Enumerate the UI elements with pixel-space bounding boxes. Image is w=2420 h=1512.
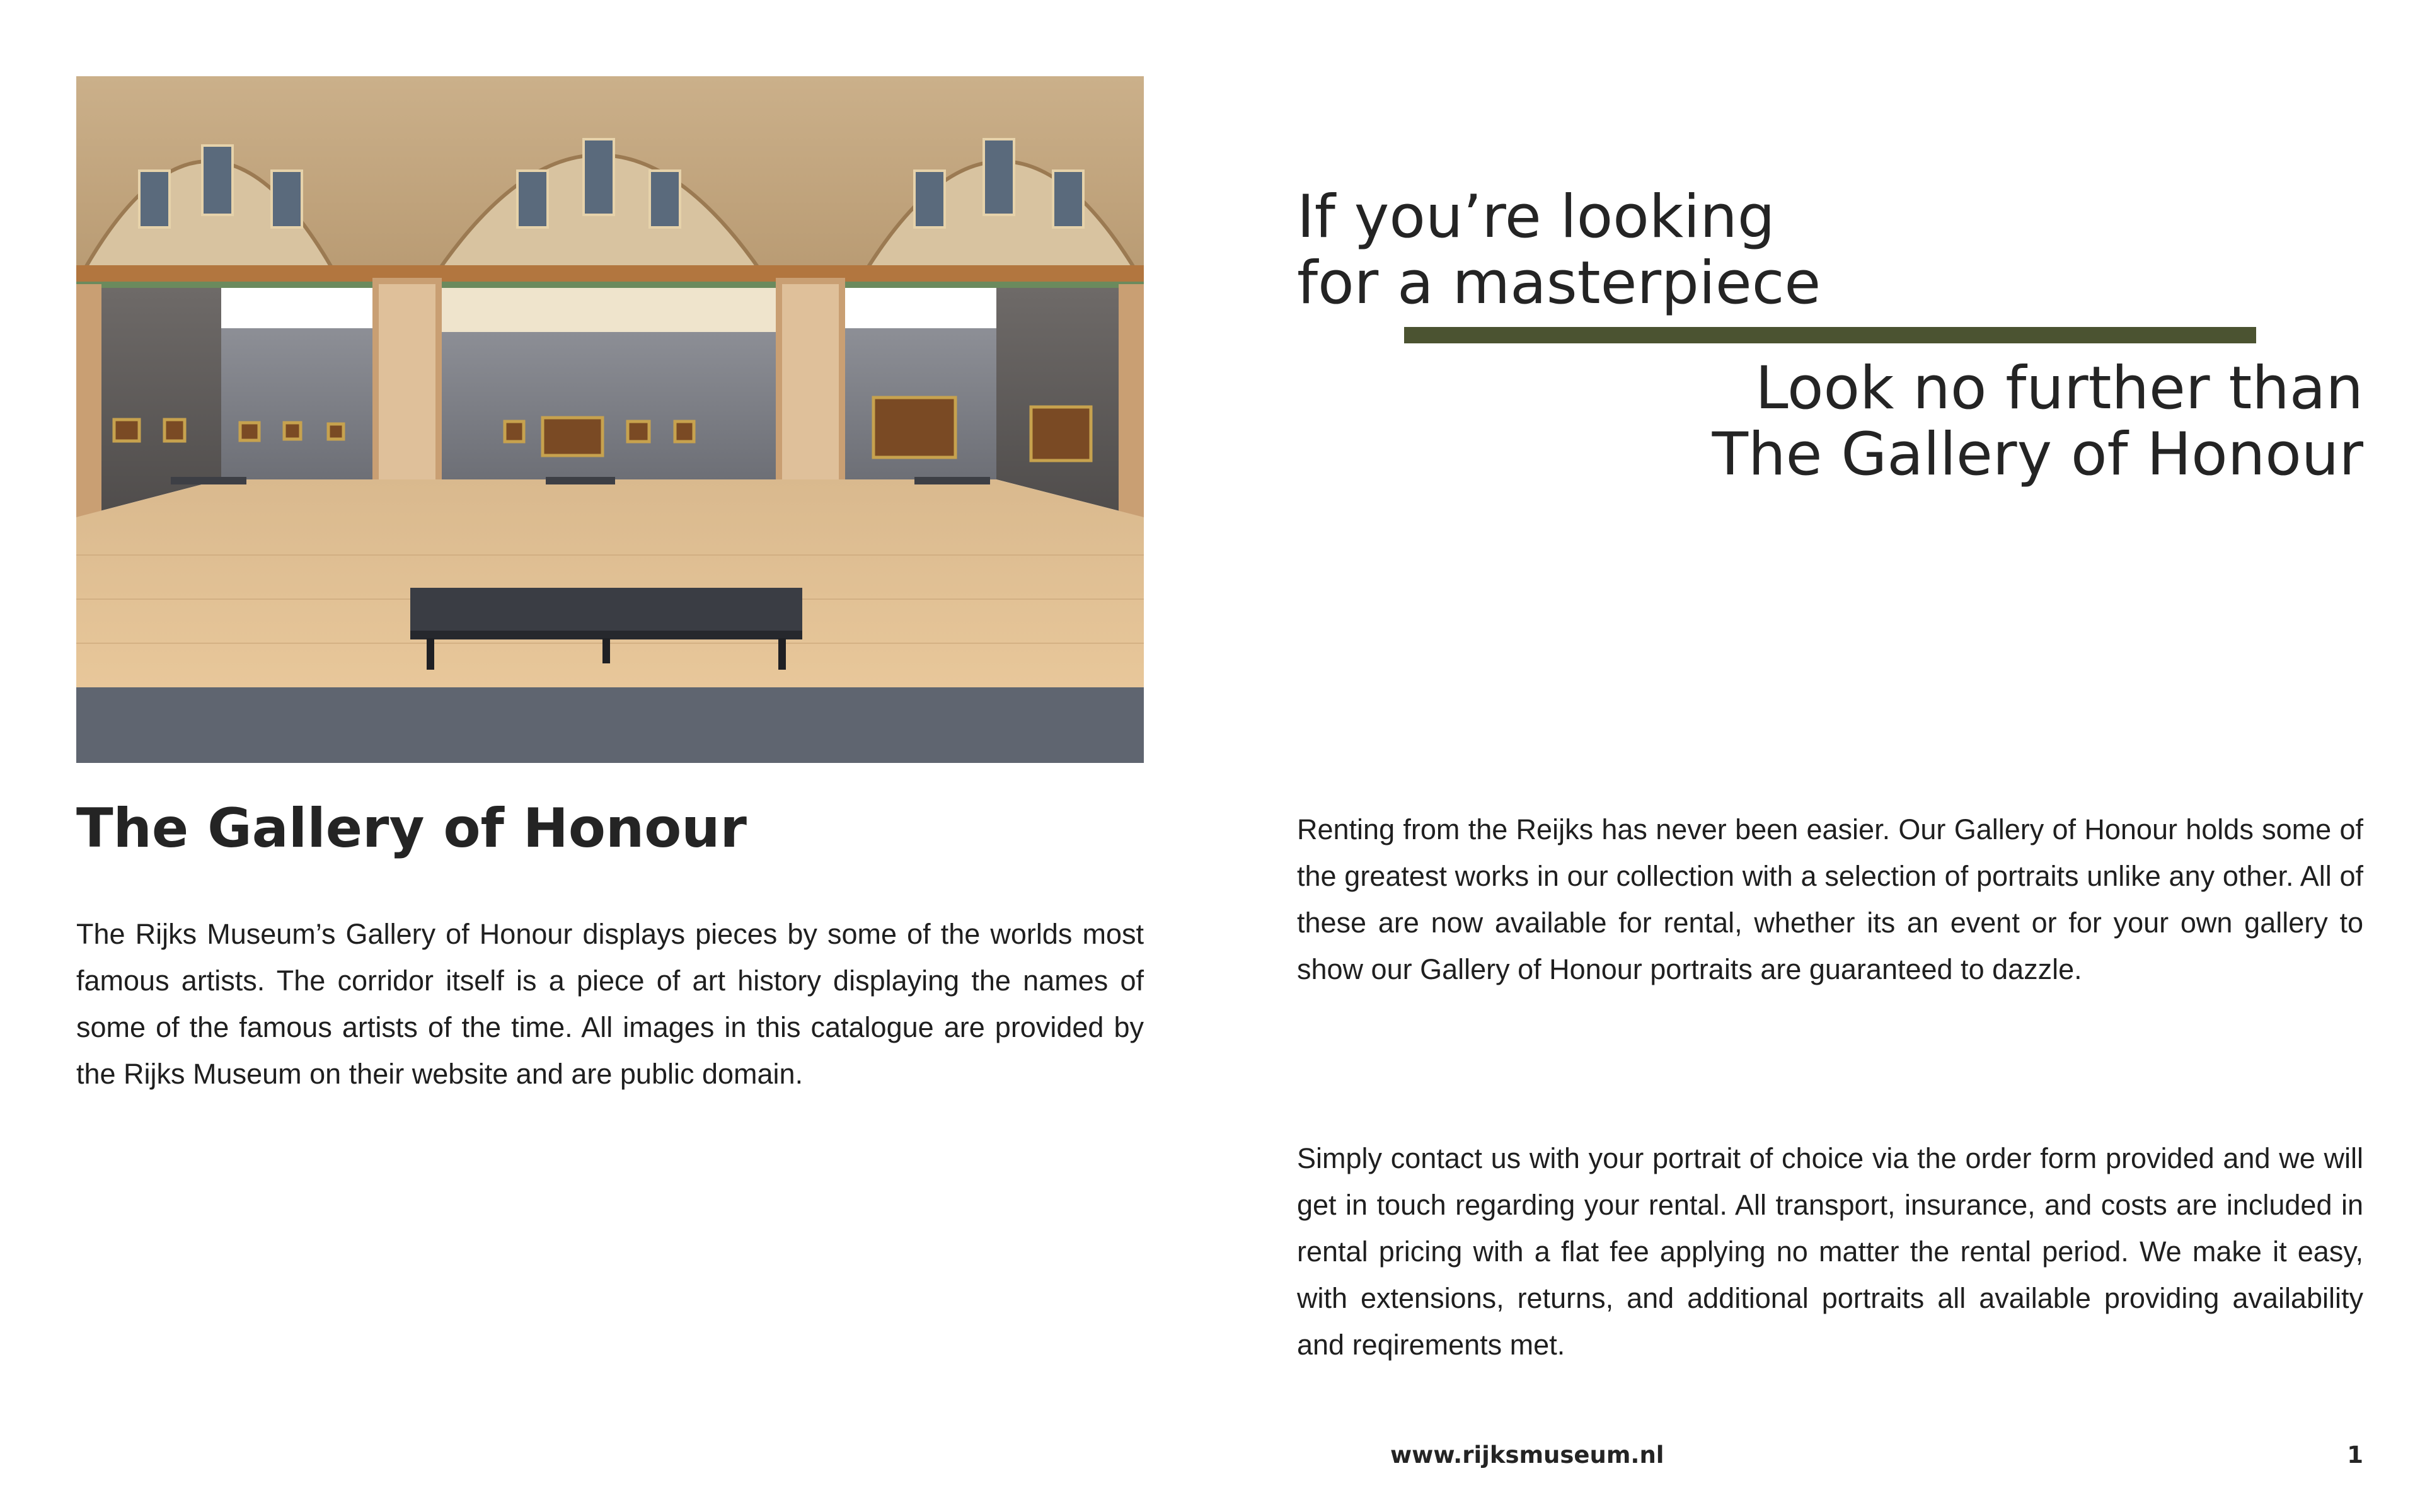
headline-line-1: If you’re looking xyxy=(1297,183,1775,251)
subheadline xyxy=(1712,355,2363,488)
gallery-photo xyxy=(76,76,1144,763)
headline-line-2: for a masterpiece xyxy=(1297,249,1821,318)
subheadline-line-2: The Gallery of Honour xyxy=(1712,420,2363,489)
headline xyxy=(1297,184,1821,316)
rental-intro-paragraph: Renting from the Reijks has never been easier. Our Gallery of Honour holds some of the greatest works in our collection with a selection of portraits unlike any other. All of these are now available for rental, whether its an event or for your own gallery to show our Gallery of Honour portraits are guaranteed to dazzle. xyxy=(1297,813,2363,985)
left-body-text: The Rijks Museum’s Gallery of Honour displays pieces by some of the worlds most famous artists. The corridor itself is a piece of art history displaying the names of some of the famous artists of the time. All images in this catalogue are provided by the Rijks Museum on their website and are public domain. xyxy=(76,918,1144,1090)
footer-website-link[interactable]: www.rijksmuseum.nl xyxy=(1390,1441,1664,1469)
accent-rule xyxy=(1404,327,2256,343)
rental-contact-paragraph: Simply contact us with your portrait of choice via the order form provided and we will get in touch regarding your rental. All transport, insurance, and costs are included in rental pricing with a flat fee applying no matter the rental period. We make it easy, with extensions, returns, and additional portraits all available providing availability and reqirements met. xyxy=(1297,1142,2363,1361)
subheadline-line-1: Look no further than xyxy=(1755,354,2363,423)
page-number: 1 xyxy=(2347,1441,2363,1469)
section-title: The Gallery of Honour xyxy=(76,797,747,860)
